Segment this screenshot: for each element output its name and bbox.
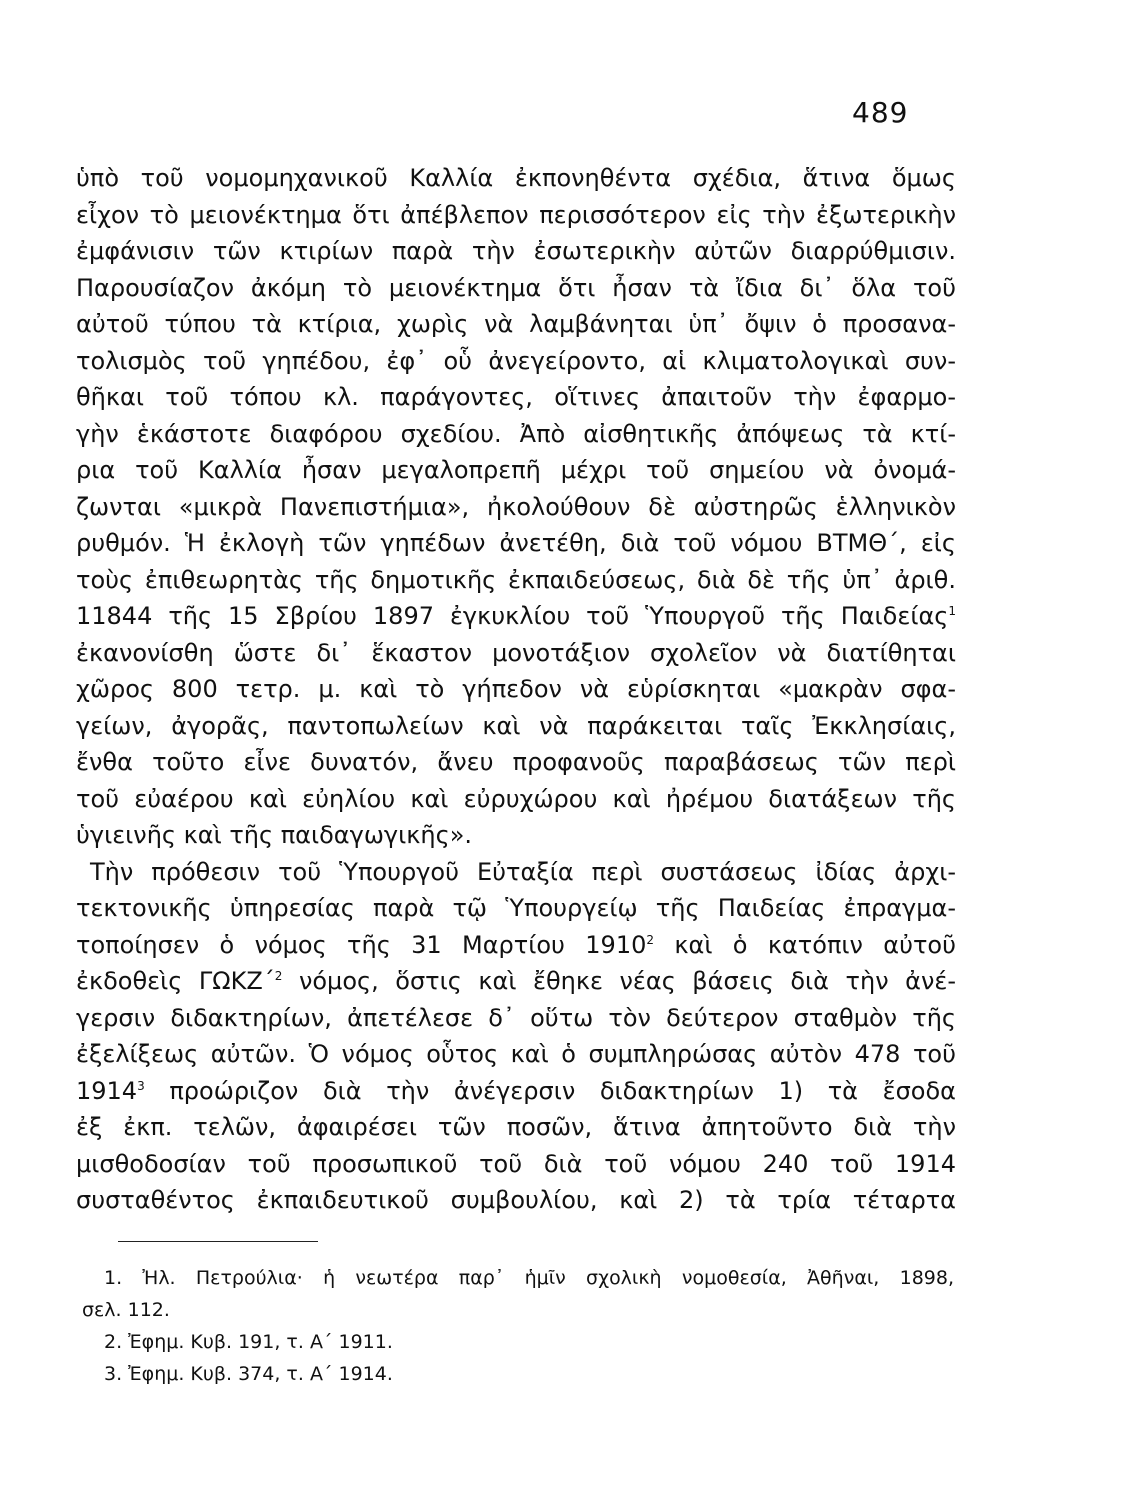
- footnote-ref: 1: [948, 604, 956, 618]
- text-line: [76, 598, 956, 635]
- body-text: [76, 160, 956, 1219]
- text-segment: ἐκδοθεὶς ΓΩΚΖ΄: [76, 967, 275, 995]
- footnote-3: 3. Ἐφημ. Κυβ. 374, τ. Α΄ 1914.: [104, 1363, 393, 1385]
- text-segment: 11844 τῆς 15 Σβρίου 1897 ἐγκυκλίου τοῦ Ὑπουργοῦ τῆς Παιδείας: [76, 602, 949, 630]
- text-line: τολισμὸς τοῦ γηπέδου, ἐφ᾽ οὗ ἀνεγείροντο, αἱ κλιματολογικαὶ συν-: [76, 346, 956, 375]
- text-line: τοῦ εὐαέρου καὶ εὐηλίου καὶ εὐρυχώρου καὶ ἠρέμου διατάξεων τῆς: [76, 784, 956, 813]
- text-segment: νόμος, ὅστις καὶ ἔθηκε νέας βάσεις διὰ τὴν ἀνέ-: [298, 967, 956, 995]
- page-number: 489: [852, 96, 909, 129]
- text-line: ρια τοῦ Καλλία ἦσαν μεγαλοπρεπῆ μέχρι τοῦ σημείου νὰ ὀνομά-: [76, 456, 956, 484]
- text-segment: 1914: [76, 1076, 138, 1105]
- text-line: γείων, ἀγορᾶς, παντοπωλείων καὶ νὰ παράκειται ταῖς Ἐκκλησίαις,: [76, 711, 956, 740]
- footnote-ref: 3: [137, 1078, 145, 1093]
- footnote-2: 2. Ἐφημ. Κυβ. 191, τ. Α΄ 1911.: [104, 1331, 393, 1353]
- text-line: θῆκαι τοῦ τόπου κλ. παράγοντες, οἵτινες ἀπαιτοῦν τὴν ἐφαρμο-: [76, 383, 956, 411]
- text-line: γὴν ἑκάστοτε διαφόρου σχεδίου. Ἀπὸ αἰσθητικῆς ἀπόψεως τὰ κτί-: [76, 419, 956, 448]
- text-line: τοὺς ἐπιθεωρητὰς τῆς δημοτικῆς ἐκπαιδεύσεως, διὰ δὲ τῆς ὑπ᾽ ἀριθ.: [76, 565, 956, 594]
- text-line: εἶχον τὸ μειονέκτημα ὅτι ἀπέβλεπον περισσότερον εἰς τὴν ἐξωτερικὴν: [76, 200, 956, 229]
- text-line: ἔνθα τοῦτο εἶνε δυνατόν, ἄνευ προφανοῦς παραβάσεως τῶν περὶ: [76, 748, 956, 776]
- text-line: [76, 1073, 956, 1110]
- text-line: τεκτονικῆς ὑπηρεσίας παρὰ τῷ Ὑπουργείῳ τῆς Παιδείας ἐπραγμα-: [76, 894, 956, 922]
- text-line: Παρουσίαζον ἀκόμη τὸ μειονέκτημα ὅτι ἦσαν τὰ ἴδια δι᾽ ὅλα τοῦ: [76, 273, 956, 302]
- text-line: γερσιν διδακτηρίων, ἀπετέλεσε δ᾽ οὕτω τὸν δεύτερον σταθμὸν τῆς: [76, 1003, 956, 1032]
- text-line: Τὴν πρόθεσιν τοῦ Ὑπουργοῦ Εὐταξία περὶ συστάσεως ἰδίας ἀρχι-: [90, 857, 956, 886]
- text-line: συσταθέντος ἐκπαιδευτικοῦ συμβουλίου, καὶ 2) τὰ τρία τέταρτα: [76, 1186, 956, 1214]
- text-line: ἐξελίξεως αὐτῶν. Ὁ νόμος οὗτος καὶ ὁ συμπληρώσας αὐτὸν 478 τοῦ: [76, 1040, 956, 1068]
- footnote-1: 1. Ἠλ. Πετρούλια· ἡ νεωτέρα παρ᾽ ἡμῖν σχολικὴ νομοθεσία, Ἀθῆναι, 1898,: [104, 1267, 954, 1289]
- text-line: αὐτοῦ τύπου τὰ κτίρια, χωρὶς νὰ λαμβάνηται ὑπ᾽ ὄψιν ὁ προσανα-: [76, 310, 956, 338]
- text-line: χῶρος 800 τετρ. μ. καὶ τὸ γήπεδον νὰ εὑρίσκηται «μακρὰν σφα-: [76, 675, 956, 703]
- footnote-ref: 2: [646, 932, 655, 947]
- text-segment: τοποίησεν ὁ νόμος τῆς 31 Μαρτίου 1910: [76, 930, 647, 959]
- text-line: ὑπὸ τοῦ νομομηχανικοῦ Καλλία ἐκπονηθέντα σχέδια, ἅτινα ὅμως: [76, 164, 956, 192]
- text-line: ζωνται «μικρὰ Πανεπιστήμια», ἠκολούθουν δὲ αὐστηρῶς ἑλληνικὸν: [76, 492, 956, 521]
- footnotes: [82, 1262, 954, 1390]
- text-segment: καὶ ὁ κατόπιν αὐτοῦ: [674, 930, 956, 959]
- text-line: ἐξ ἐκπ. τελῶν, ἀφαιρέσει τῶν ποσῶν, ἅτινα ἀπητοῦντο διὰ τὴν: [76, 1113, 956, 1141]
- text-line: μισθοδοσίαν τοῦ προσωπικοῦ τοῦ διὰ τοῦ νόμου 240 τοῦ 1914: [76, 1149, 956, 1178]
- text-line: ἐμφάνισιν τῶν κτιρίων παρὰ τὴν ἐσωτερικὴν αὐτῶν διαρρύθμισιν.: [76, 237, 956, 265]
- text-segment: προώριζον διὰ τὴν ἀνέγερσιν διδακτηρίων 1) τὰ ἔσοδα: [169, 1076, 956, 1105]
- text-line: ρυθμόν. Ἡ ἐκλογὴ τῶν γηπέδων ἀνετέθη, διὰ τοῦ νόμου ΒΤΜΘ΄, εἰς: [76, 529, 956, 557]
- footnote-1-continuation: σελ. 112.: [82, 1299, 170, 1321]
- text-line: ἐκανονίσθη ὥστε δι᾽ ἕκαστον μονοτάξιον σχολεῖον νὰ διατίθηται: [76, 638, 956, 667]
- footnote-divider: [118, 1241, 318, 1242]
- footnote-ref: 2: [274, 969, 283, 983]
- text-line: [76, 963, 956, 1000]
- text-line: ὑγιεινῆς καὶ τῆς παιδαγωγικῆς».: [76, 821, 472, 849]
- text-line: [76, 927, 956, 964]
